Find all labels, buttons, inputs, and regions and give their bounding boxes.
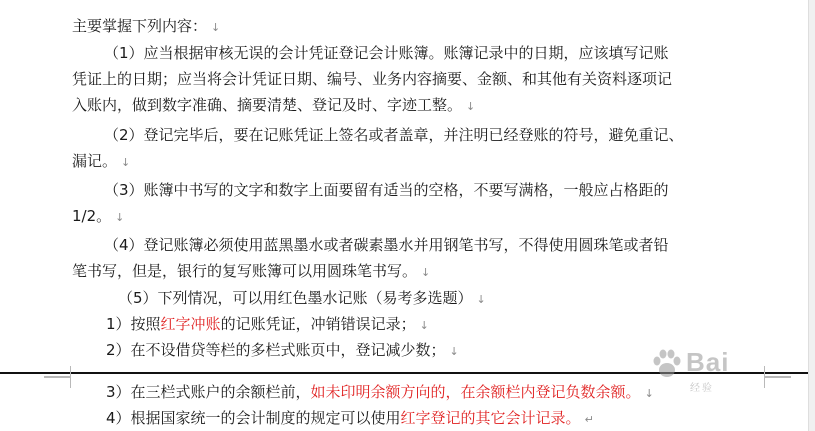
paragraph-mark: ↓ [121,156,131,169]
paragraph-mark: ↓ [419,319,429,332]
item-4-red-text: 红字登记的其它会计记录。 [400,409,581,427]
paragraph-mark: ↓ [476,293,486,306]
item-4 [106,408,594,430]
paragraph-end-mark: ↵ [584,413,594,426]
item-3-pre: 3）在三栏式账户的余额栏前， [106,383,311,401]
p1-text-1: （1）应当根据审核无误的会计凭证登记会计账簿。账簿记录中的日期，应该填写记账 [104,44,669,62]
paragraph-mark: ↓ [449,345,459,358]
paw-icon [650,347,684,381]
paragraph-mark: ↓ [211,21,221,34]
paragraph-mark: ↓ [644,387,654,400]
margin-corner-mark [44,377,71,388]
p2-line-1 [104,125,684,145]
item-1 [106,314,429,336]
p1-text-2: 凭证上的日期；应当将会计凭证日期、编号、业务内容摘要、金额、和其他有关资料逐项记 [72,70,673,88]
p3-line-2 [72,206,124,228]
margin-corner-mark [44,366,71,377]
p4-text-1: （4）登记账簿必须使用蓝黑墨水或者碳素墨水并用钢笔书写，不得使用圆珠笔或者铅 [104,236,669,254]
p5-text: （5）下列情况，可以用红色墨水记账（易考多选题） [118,289,473,307]
baidu-watermark [650,337,800,397]
item-1-post: 的记账凭证，冲销错误记录； [220,315,416,333]
paragraph-mark: ↓ [466,100,476,113]
paragraph-mark: ↓ [421,266,431,279]
p3-text-1: （3）账簿中书写的文字和数字上面要留有适当的空格，不要写满格，一般应占格距的 [104,181,669,199]
watermark-text: Bai [686,347,730,377]
p1-line-3 [72,95,475,117]
item-3 [106,382,654,404]
p1-text-3: 入账内，做到数字准确、摘要清楚、登记及时、字迹工整。 [72,96,463,114]
item-1-pre: 1）按照 [106,315,161,333]
p5-line [118,288,486,310]
item-3-red-text: 如未印明余额方向的，在余额栏内登记负数余额。 [310,383,641,401]
p2-text-2: 漏记。 [72,152,118,170]
p1-line-1 [104,43,669,63]
p3-line-1 [104,180,669,200]
heading-line [72,16,220,38]
p4-line-2 [72,261,430,283]
p4-text-2: 笔书写，但是，银行的复写账簿可以用圆珠笔书写。 [72,262,418,280]
p3-text-2: 1/2。 [72,207,112,225]
paragraph-mark: ↓ [115,211,125,224]
p1-line-2 [72,69,672,89]
item-4-pre: 4）根据国家统一的会计制度的规定可以使用 [106,409,401,427]
heading-text: 主要掌握下列内容： [72,17,208,35]
p2-line-2 [72,151,130,173]
p4-line-1 [104,235,669,255]
vertical-scrollbar[interactable] [808,0,815,431]
watermark-subtext: 经验 [690,383,714,394]
item-2 [106,340,459,362]
p2-text-1: （2）登记完毕后，要在记账凭证上签名或者盖章，并注明已经登账的符号，避免重记、 [104,126,684,144]
item-2-text: 2）在不设借贷等栏的多栏式账页中，登记减少数； [106,341,446,359]
item-1-red-text: 红字冲账 [160,315,221,333]
